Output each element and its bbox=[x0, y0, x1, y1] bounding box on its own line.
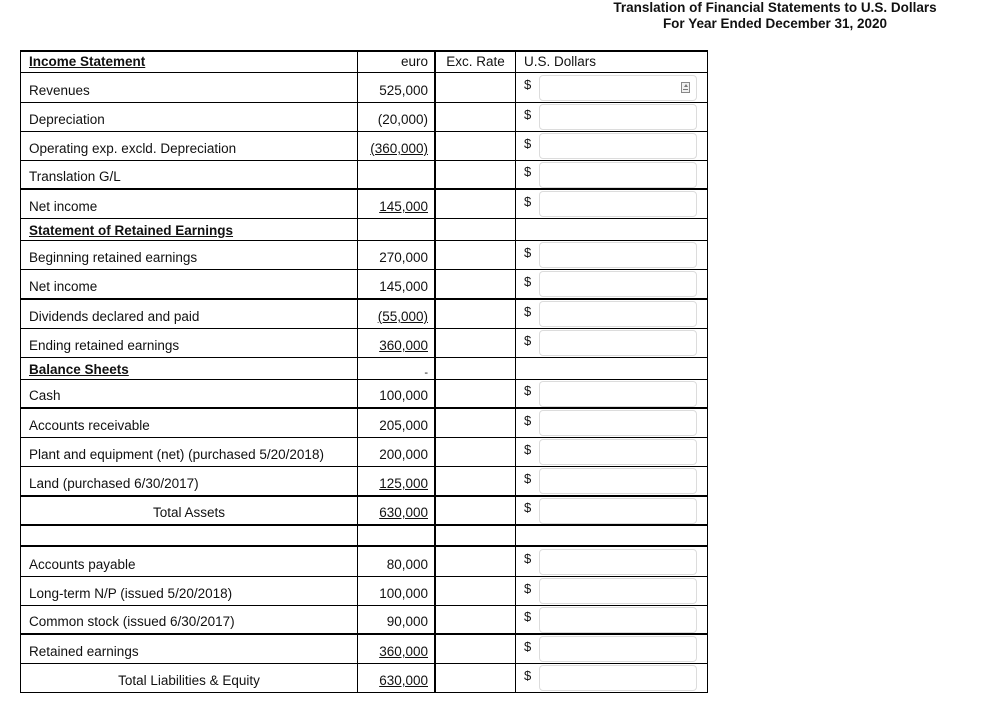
euro-value: 145,000 bbox=[357, 190, 434, 218]
usd-cell bbox=[515, 161, 708, 188]
exc-rate-cell bbox=[434, 329, 515, 357]
row-label: Dividends declared and paid bbox=[20, 300, 357, 328]
usd-input-ending-re[interactable] bbox=[539, 330, 697, 356]
usd-input-long-term-np[interactable] bbox=[539, 578, 697, 604]
dollar-sign: $ bbox=[524, 303, 532, 319]
exc-rate-cell bbox=[434, 577, 515, 605]
dollar-sign: $ bbox=[524, 470, 532, 486]
table-row-revenues bbox=[20, 73, 708, 103]
dollar-sign: $ bbox=[524, 500, 532, 515]
usd-cell bbox=[515, 132, 708, 160]
euro-value: - bbox=[357, 358, 434, 379]
section-heading-balance-sheets bbox=[20, 358, 708, 380]
euro-value: 200,000 bbox=[357, 438, 434, 466]
table-row-total-assets bbox=[20, 497, 708, 526]
row-label: Total Liabilities & Equity bbox=[20, 664, 357, 692]
usd-input-total-assets[interactable] bbox=[539, 498, 697, 524]
usd-input-net-income-re[interactable] bbox=[539, 271, 697, 297]
exc-rate-cell bbox=[434, 190, 515, 218]
dollar-sign: $ bbox=[524, 77, 532, 92]
row-label: Depreciation bbox=[20, 103, 357, 131]
title-line-1: Translation of Financial Statements to U.S. Dollars bbox=[613, 0, 937, 15]
exc-rate-cell bbox=[434, 270, 515, 298]
table-row-common-stock bbox=[20, 606, 708, 635]
usd-cell bbox=[515, 103, 708, 131]
row-label: Revenues bbox=[20, 73, 357, 102]
euro-value: 90,000 bbox=[357, 606, 434, 633]
euro-value bbox=[357, 161, 434, 188]
row-label: Total Assets bbox=[20, 497, 357, 524]
dollar-sign: $ bbox=[524, 383, 532, 398]
row-label: Land (purchased 6/30/2017) bbox=[20, 467, 357, 495]
euro-value: 205,000 bbox=[357, 409, 434, 437]
euro-value: 100,000 bbox=[357, 577, 434, 605]
euro-value: 360,000 bbox=[357, 329, 434, 357]
usd-cell bbox=[515, 73, 708, 102]
usd-input-translation-gl[interactable] bbox=[539, 162, 697, 188]
spinner-icon[interactable] bbox=[681, 82, 690, 93]
dollar-sign: $ bbox=[524, 244, 532, 260]
dollar-sign: $ bbox=[524, 667, 532, 683]
table-row-accounts-payable bbox=[20, 547, 708, 577]
exc-rate-column-header: Exc. Rate bbox=[434, 52, 515, 72]
euro-value: 100,000 bbox=[357, 380, 434, 407]
exc-rate-cell bbox=[434, 664, 515, 692]
section-heading-retained-earnings bbox=[20, 219, 708, 241]
usd-cell bbox=[515, 635, 708, 663]
table-row-spacer bbox=[20, 526, 708, 547]
dollar-sign: $ bbox=[524, 609, 532, 624]
page-title bbox=[590, 0, 960, 32]
row-label: Accounts payable bbox=[20, 547, 357, 576]
table-row-land bbox=[20, 467, 708, 497]
table-row-long-term-np bbox=[20, 577, 708, 606]
exc-rate-cell bbox=[434, 358, 515, 379]
row-label: Ending retained earnings bbox=[20, 329, 357, 357]
exc-rate-cell bbox=[434, 300, 515, 328]
usd-cell bbox=[515, 270, 708, 298]
section-heading: Balance Sheets bbox=[20, 358, 357, 379]
euro-value: 630,000 bbox=[357, 664, 434, 692]
usd-cell bbox=[515, 358, 708, 379]
exc-rate-cell bbox=[434, 380, 515, 407]
usd-column-header: U.S. Dollars bbox=[515, 52, 708, 72]
euro-value bbox=[357, 526, 434, 545]
usd-cell bbox=[515, 664, 708, 692]
usd-cell bbox=[515, 526, 708, 545]
dollar-sign: $ bbox=[524, 580, 532, 596]
usd-input-depreciation[interactable] bbox=[539, 104, 697, 130]
row-label: Net income bbox=[20, 190, 357, 218]
translation-table bbox=[20, 50, 708, 693]
euro-value: 80,000 bbox=[357, 547, 434, 576]
usd-cell bbox=[515, 329, 708, 357]
table-row-translation-gl bbox=[20, 161, 708, 190]
table-row-dividends bbox=[20, 300, 708, 329]
row-label: Cash bbox=[20, 380, 357, 407]
row-label: Beginning retained earnings bbox=[20, 241, 357, 269]
exc-rate-cell bbox=[434, 409, 515, 437]
usd-input-accounts-receivable[interactable] bbox=[539, 410, 697, 436]
usd-input-revenues[interactable] bbox=[539, 75, 697, 101]
dollar-sign: $ bbox=[524, 135, 532, 151]
dollar-sign: $ bbox=[524, 551, 532, 566]
euro-value: 145,000 bbox=[357, 270, 434, 298]
usd-input-land[interactable] bbox=[539, 468, 697, 494]
exc-rate-cell bbox=[434, 635, 515, 663]
usd-cell bbox=[515, 577, 708, 605]
euro-value bbox=[357, 219, 434, 240]
usd-input-beginning-re[interactable] bbox=[539, 242, 697, 268]
dollar-sign: $ bbox=[524, 273, 532, 289]
header-row bbox=[20, 50, 708, 73]
exc-rate-cell bbox=[434, 467, 515, 495]
exc-rate-cell bbox=[434, 606, 515, 633]
dollar-sign: $ bbox=[524, 638, 532, 654]
section-heading: Statement of Retained Earnings bbox=[20, 219, 357, 240]
dollar-sign: $ bbox=[524, 106, 532, 122]
exc-rate-cell bbox=[434, 73, 515, 102]
usd-cell bbox=[515, 380, 708, 407]
euro-value: (55,000) bbox=[357, 300, 434, 328]
usd-input-cash[interactable] bbox=[539, 381, 697, 407]
row-label: Accounts receivable bbox=[20, 409, 357, 437]
row-label: Plant and equipment (net) (purchased 5/20/2018) bbox=[20, 438, 357, 466]
table-row-net-income bbox=[20, 190, 708, 219]
usd-cell bbox=[515, 409, 708, 437]
usd-input-operating-exp[interactable] bbox=[539, 133, 697, 159]
usd-input-dividends[interactable] bbox=[539, 301, 697, 327]
euro-value: 360,000 bbox=[357, 635, 434, 663]
dollar-sign: $ bbox=[524, 193, 532, 209]
title-line-2: For Year Ended December 31, 2020 bbox=[662, 16, 888, 31]
usd-input-accounts-payable[interactable] bbox=[539, 549, 697, 575]
table-row-depreciation bbox=[20, 103, 708, 132]
usd-cell bbox=[515, 497, 708, 524]
row-label bbox=[20, 526, 357, 545]
dollar-sign: $ bbox=[524, 332, 532, 348]
income-statement-heading: Income Statement bbox=[20, 52, 357, 72]
usd-cell bbox=[515, 190, 708, 218]
euro-value: (20,000) bbox=[357, 103, 434, 131]
usd-cell bbox=[515, 438, 708, 466]
table-row-plant-equipment bbox=[20, 438, 708, 467]
exc-rate-cell bbox=[434, 438, 515, 466]
exc-rate-cell bbox=[434, 161, 515, 188]
exc-rate-cell bbox=[434, 241, 515, 269]
exc-rate-cell bbox=[434, 547, 515, 576]
euro-value: 270,000 bbox=[357, 241, 434, 269]
euro-column-header: euro bbox=[357, 52, 434, 72]
exc-rate-cell bbox=[434, 103, 515, 131]
row-label: Long-term N/P (issued 5/20/2018) bbox=[20, 577, 357, 605]
table-row-beginning-re bbox=[20, 241, 708, 270]
usd-cell bbox=[515, 300, 708, 328]
table-row-ending-re bbox=[20, 329, 708, 358]
row-label: Common stock (issued 6/30/2017) bbox=[20, 606, 357, 633]
table-row-cash bbox=[20, 380, 708, 409]
dollar-sign: $ bbox=[524, 441, 532, 457]
usd-input-common-stock[interactable] bbox=[539, 607, 697, 633]
euro-value: (360,000) bbox=[357, 132, 434, 160]
exc-rate-cell bbox=[434, 526, 515, 545]
row-label: Net income bbox=[20, 270, 357, 298]
usd-cell bbox=[515, 241, 708, 269]
table-row-accounts-receivable bbox=[20, 409, 708, 438]
table-row-net-income-re bbox=[20, 270, 708, 300]
dollar-sign: $ bbox=[524, 412, 532, 428]
usd-cell bbox=[515, 219, 708, 240]
usd-input-total-liabilities-equity[interactable] bbox=[539, 665, 697, 691]
euro-value: 630,000 bbox=[357, 497, 434, 524]
usd-cell bbox=[515, 467, 708, 495]
table-row-retained-earnings bbox=[20, 635, 708, 664]
exc-rate-cell bbox=[434, 219, 515, 240]
table-row-operating-exp bbox=[20, 132, 708, 161]
usd-input-plant-equipment[interactable] bbox=[539, 439, 697, 465]
row-label: Translation G/L bbox=[20, 161, 357, 188]
row-label: Operating exp. excld. Depreciation bbox=[20, 132, 357, 160]
exc-rate-cell bbox=[434, 497, 515, 524]
exc-rate-cell bbox=[434, 132, 515, 160]
table-row-total-liabilities-equity bbox=[20, 664, 708, 693]
euro-value: 525,000 bbox=[357, 73, 434, 102]
usd-cell bbox=[515, 547, 708, 576]
euro-value: 125,000 bbox=[357, 467, 434, 495]
usd-input-net-income[interactable] bbox=[539, 191, 697, 217]
row-label: Retained earnings bbox=[20, 635, 357, 663]
dollar-sign: $ bbox=[524, 164, 532, 179]
usd-input-retained-earnings[interactable] bbox=[539, 636, 697, 662]
usd-cell bbox=[515, 606, 708, 633]
